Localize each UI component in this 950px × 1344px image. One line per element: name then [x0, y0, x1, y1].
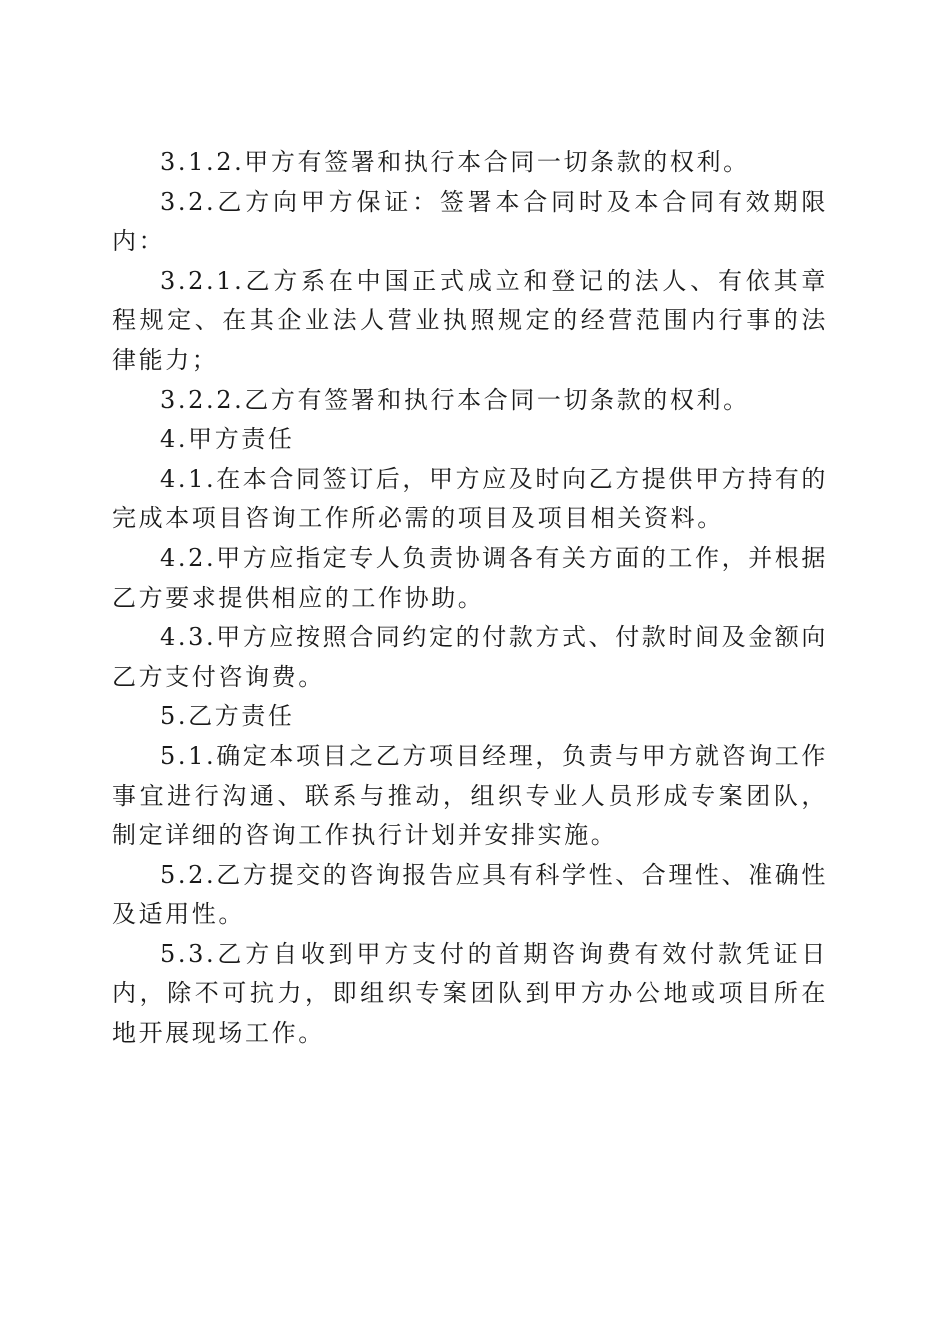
clause-4-3: 4.3.甲方应按照合同约定的付款方式、付款时间及金额向乙方支付咨询费。: [112, 623, 828, 691]
section-heading-5: 5.乙方责任: [160, 702, 295, 731]
clause-3-1-2: 3.1.2.甲方有签署和执行本合同一切条款的权利。: [160, 148, 750, 176]
clause-3-2-1: 3.2.1.乙方系在中国正式成立和登记的法人、有依其章程规定、在其企业法人营业执照规定的经营范围内行事的法律能力；: [112, 266, 828, 374]
section-heading-4: 4.甲方责任: [160, 425, 295, 454]
clause-3-2-2: 3.2.2.乙方有签署和执行本合同一切条款的权利。: [160, 385, 750, 414]
document-body: [112, 143, 828, 1054]
clause-4-1: 4.1.在本合同签订后，甲方应及时向乙方提供甲方持有的完成本项目咨询工作所必需的项目及项目相关资料。: [112, 464, 828, 533]
clause-3-2: 3.2.乙方向甲方保证：签署本合同时及本合同有效期限内：: [112, 187, 828, 256]
clause-4-2: 4.2.甲方应指定专人负责协调各有关方面的工作，并根据乙方要求提供相应的工作协助。: [112, 543, 828, 612]
clause-5-2: 5.2.乙方提交的咨询报告应具有科学性、合理性、准确性及适用性。: [112, 860, 828, 929]
clause-5-1: 5.1.确定本项目之乙方项目经理，负责与甲方就咨询工作事宜进行沟通、联系与推动，组织专业人员形成专案团队，制定详细的咨询工作执行计划并安排实施。: [112, 741, 828, 850]
clause-5-3: 5.3.乙方自收到甲方支付的首期咨询费有效付款凭证日内，除不可抗力，即组织专案团队到甲方办公地或项目所在地开展现场工作。: [112, 939, 828, 1048]
